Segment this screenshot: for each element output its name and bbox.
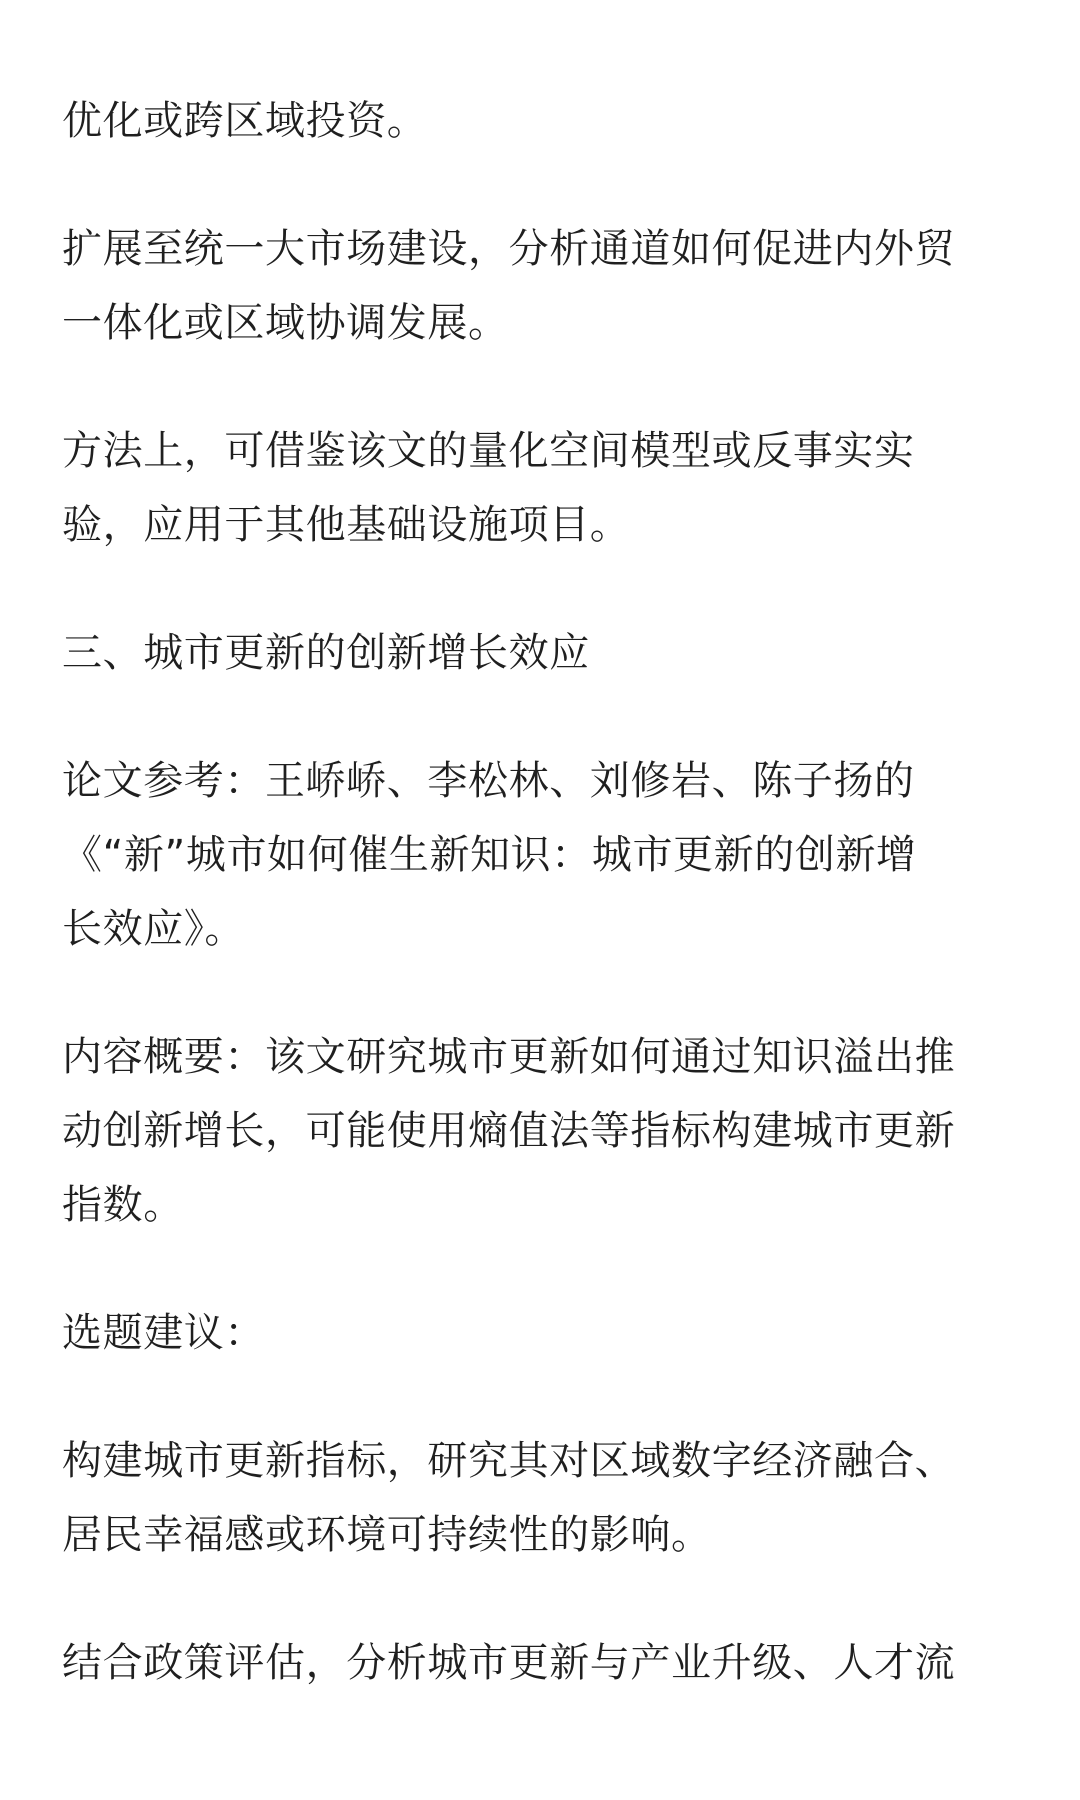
section-title: 三、城市更新的创新增长效应 (62, 630, 590, 676)
paragraph-line: 构建城市更新指标，研究其对区域数字经济融合、 (62, 1438, 956, 1484)
paragraph-method (62, 414, 1027, 562)
paragraph-line: 一体化或区域协调发展。 (62, 300, 509, 346)
paragraph-topic-suggestions (62, 1296, 1027, 1370)
paragraph-summary (62, 1020, 1027, 1242)
paragraph-line: 结合政策评估，分析城市更新与产业升级、人才流 (62, 1640, 956, 1686)
paragraph-line: 论文参考：王峤峤、李松林、刘修岩、陈子扬的 (62, 758, 915, 804)
paragraph-line: 选题建议： (62, 1310, 265, 1356)
paragraph-line: 扩展至统一大市场建设，分析通道如何促进内外贸 (62, 226, 956, 272)
paragraph-unified-market (62, 212, 1027, 360)
paragraph-policy-evaluation (62, 1626, 1027, 1700)
paragraph-index-impact (62, 1424, 1027, 1572)
paragraph-line: 居民幸福感或环境可持续性的影响。 (62, 1512, 712, 1558)
paragraph-line: 验，应用于其他基础设施项目。 (62, 502, 631, 548)
paragraph-line: 动创新增长，可能使用熵值法等指标构建城市更新 (62, 1108, 956, 1154)
section-heading (62, 616, 1027, 690)
paragraph-reference (62, 744, 1027, 966)
paragraph-line: 内容概要：该文研究城市更新如何通过知识溢出推 (62, 1034, 956, 1080)
paragraph-line: 长效应》。 (62, 906, 245, 952)
paragraph-line: 优化或跨区域投资。 (62, 98, 428, 144)
paragraph-investment (62, 84, 1027, 158)
paragraph-line: 指数。 (62, 1182, 184, 1228)
article-body (62, 84, 1027, 1754)
paragraph-line: 方法上，可借鉴该文的量化空间模型或反事实实 (62, 428, 915, 474)
paragraph-line: 《“新”城市如何催生新知识：城市更新的创新增 (62, 832, 917, 878)
